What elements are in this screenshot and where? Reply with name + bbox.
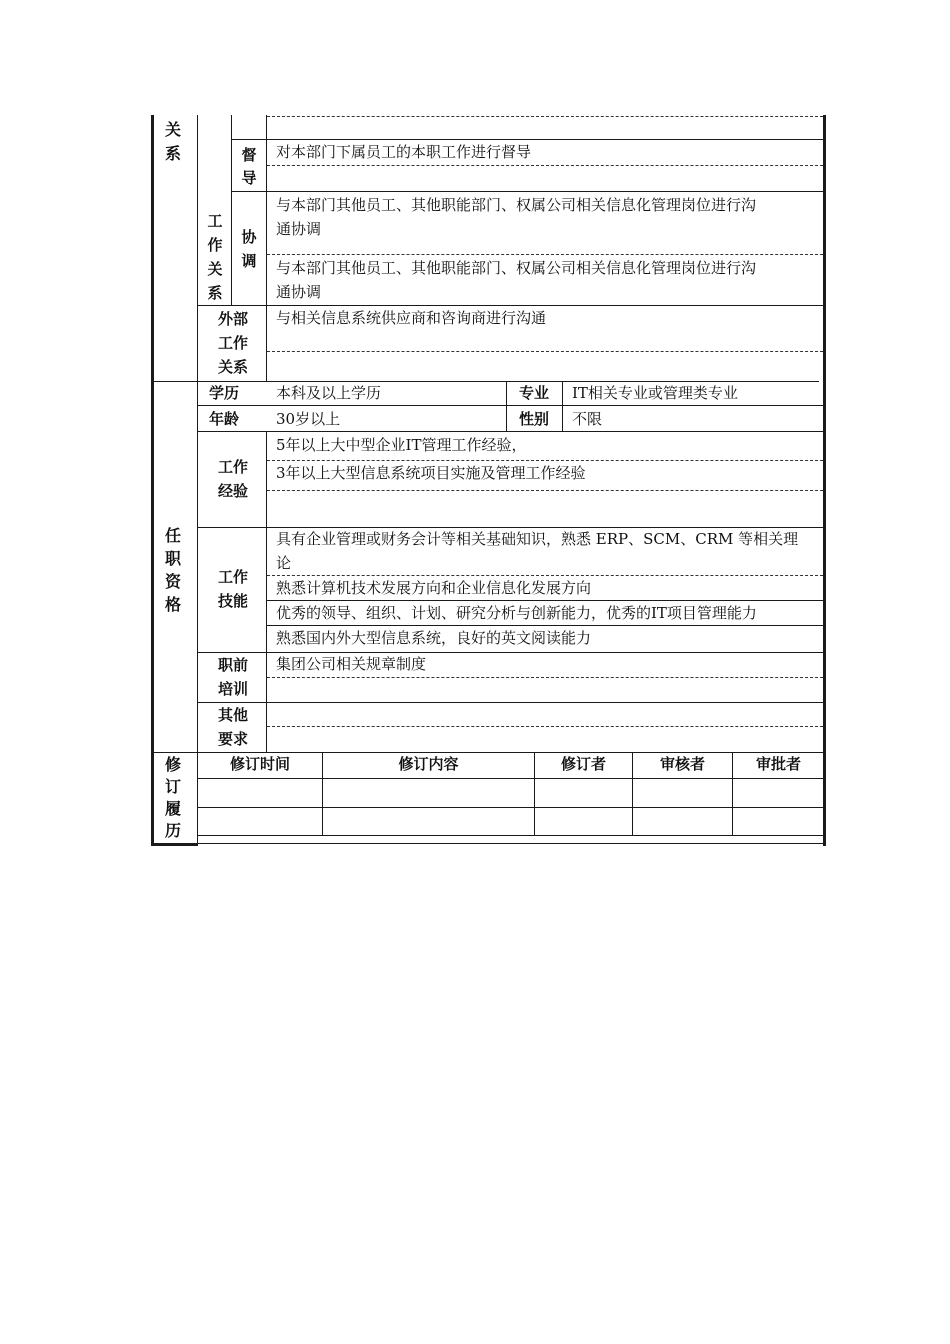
- outer-left-border: [151, 115, 154, 846]
- row-dash: [267, 490, 823, 491]
- external-label-2: 工作: [217, 334, 248, 352]
- revision-section-label: 修 订 履 历: [164, 755, 181, 840]
- experience-label-1: 工作: [217, 458, 248, 476]
- outer-right-border: [823, 115, 826, 846]
- external-label-1: 外部: [217, 310, 248, 328]
- col-c-line: [266, 115, 267, 381]
- rev-row-line: [197, 807, 824, 808]
- coordinate-text-1b: 通协调: [276, 220, 322, 238]
- bottom-line: [197, 835, 825, 836]
- gender-label: 性别: [518, 410, 549, 428]
- experience-label-2: 经验: [217, 482, 248, 500]
- row-line: [197, 702, 824, 703]
- skill-4: 熟悉国内外大型信息系统，良好的英文阅读能力: [276, 629, 592, 647]
- rev-col-time: 修订时间: [229, 755, 290, 773]
- row-line: [231, 191, 824, 192]
- external-text: 与相关信息系统供应商和咨询商进行沟通: [276, 309, 547, 327]
- col-c2-line: [266, 431, 267, 752]
- relations-section-label: 关 系: [164, 120, 181, 163]
- external-label-3: 关系: [217, 358, 248, 376]
- work-relations-label: 工 作 关 系: [207, 212, 223, 302]
- row-dash: [267, 254, 823, 255]
- education-label: 学历: [208, 384, 239, 402]
- major-value: IT相关专业或管理类专业: [572, 384, 738, 402]
- row-dash: [267, 726, 823, 727]
- row-dash: [267, 116, 823, 117]
- row-line: [197, 405, 824, 406]
- age-value: 30岁以上: [276, 410, 341, 428]
- coordinate-label-1: 协: [241, 228, 257, 246]
- rev-row-line: [197, 778, 824, 779]
- col-e-line: [562, 381, 563, 431]
- coordinate-text-2b: 通协调: [276, 283, 322, 301]
- row-line: [197, 431, 824, 432]
- other-label-1: 其他: [217, 706, 248, 724]
- outer-bottom-border: [151, 843, 197, 846]
- skill-1b: 论: [276, 554, 292, 572]
- major-label: 专业: [518, 384, 549, 402]
- rev-col-auditor: 审核者: [659, 755, 705, 773]
- supervise-text: 对本部门下属员工的本职工作进行督导: [276, 143, 532, 161]
- skill-3: 优秀的领导、组织、计划、研究分析与创新能力，优秀的IT项目管理能力: [276, 604, 757, 622]
- skill-2: 熟悉计算机技术发展方向和企业信息化发展方向: [276, 579, 592, 597]
- skills-label-2: 技能: [217, 592, 248, 610]
- rev-col-approver: 审批者: [755, 755, 801, 773]
- experience-2: 3年以上大型信息系统项目实施及管理工作经验: [276, 464, 586, 482]
- age-label: 年龄: [208, 410, 239, 428]
- supervise-label-2: 导: [241, 169, 257, 187]
- row-dash: [267, 351, 823, 352]
- supervise-label-1: 督: [241, 146, 257, 164]
- experience-1: 5年以上大中型企业IT管理工作经验，: [276, 436, 527, 454]
- education-value: 本科及以上学历: [276, 384, 382, 402]
- row-dash: [267, 165, 823, 166]
- skill-1a: 具有企业管理或财务会计等相关基础知识，熟悉 ERP、SCM、CRM 等相关理: [276, 530, 799, 548]
- skills-label-1: 工作: [217, 568, 248, 586]
- bottom-line-2: [197, 843, 825, 844]
- rev-col-content: 修订内容: [398, 755, 459, 773]
- coordinate-text-2a: 与本部门其他员工、其他职能部门、权属公司相关信息化管理岗位进行沟: [276, 259, 757, 277]
- other-label-2: 要求: [217, 730, 248, 748]
- coordinate-text-1a: 与本部门其他员工、其他职能部门、权属公司相关信息化管理岗位进行沟: [276, 196, 757, 214]
- col-b-line: [231, 115, 232, 305]
- coordinate-label-2: 调: [241, 252, 257, 270]
- col-a-line: [197, 115, 198, 846]
- qualifications-section-label: 任 职 资 格: [164, 526, 181, 614]
- rev-col-reviser: 修订者: [560, 755, 606, 773]
- training-label-1: 职前: [217, 656, 248, 674]
- col-d-line: [506, 381, 507, 431]
- gender-value: 不限: [572, 410, 603, 428]
- training-value: 集团公司相关规章制度: [276, 655, 427, 673]
- row-dash: [267, 677, 823, 678]
- training-label-2: 培训: [217, 680, 248, 698]
